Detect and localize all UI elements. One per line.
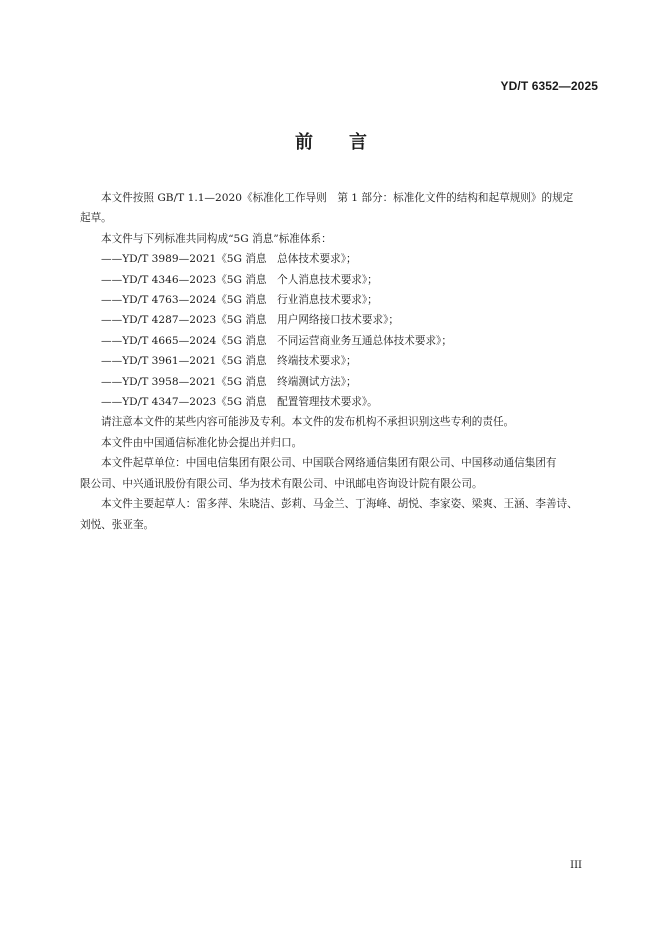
page-title: [0, 128, 662, 154]
standard-code: YD/T 6352—2025: [500, 79, 598, 93]
proposer-statement: 本文件由中国通信标准化协会提出并归口。: [101, 436, 303, 449]
foreword-body: [80, 188, 598, 535]
series-intro: 本文件与下列标准共同构成“5G 消息”标准体系：: [101, 232, 332, 245]
title-char-1: 前: [295, 132, 313, 153]
drafting-rule-line-2: 起草。: [80, 212, 112, 225]
list-item: ——YD/T 4347—2023《5G 消息 配置管理技术要求》。: [101, 396, 378, 409]
drafting-rule-line-1: 本文件按照 GB/T 1.1—2020《标准化工作导则 第 1 部分：标准化文件的结构和起草规则》的规定: [101, 192, 574, 204]
list-item: ——YD/T 4665—2024《5G 消息 不同运营商业务互通总体技术要求》；: [101, 334, 452, 347]
title-char-2: 言: [349, 132, 367, 153]
list-item: ——YD/T 4346—2023《5G 消息 个人消息技术要求》；: [101, 273, 378, 286]
series-standards-list: [80, 249, 598, 412]
list-item: ——YD/T 3961—2021《5G 消息 终端技术要求》；: [101, 355, 357, 368]
page-number: III: [570, 860, 582, 871]
list-item: ——YD/T 3989—2021《5G 消息 总体技术要求》；: [101, 253, 357, 266]
patent-notice: 请注意本文件的某些内容可能涉及专利。本文件的发布机构不承担识别这些专利的责任。: [101, 416, 515, 429]
list-item: ——YD/T 4763—2024《5G 消息 行业消息技术要求》；: [101, 294, 378, 307]
drafters-line-1: 本文件主要起草人：雷多萍、朱晓洁、彭莉、马金兰、丁海峰、胡悦、李家姿、梁爽、王涵、李善诗、: [101, 498, 578, 511]
list-item: ——YD/T 4287—2023《5G 消息 用户网络接口技术要求》；: [101, 314, 399, 327]
drafters-line-2: 刘悦、张亚奎。: [80, 518, 155, 531]
drafting-units-line-2: 限公司、中兴通讯股份有限公司、华为技术有限公司、中讯邮电咨询设计院有限公司。: [80, 477, 483, 490]
drafting-units-line-1: 本文件起草单位：中国电信集团有限公司、中国联合网络通信集团有限公司、中国移动通信集团有: [101, 457, 557, 470]
list-item: ——YD/T 3958—2021《5G 消息 终端测试方法》；: [101, 375, 357, 388]
